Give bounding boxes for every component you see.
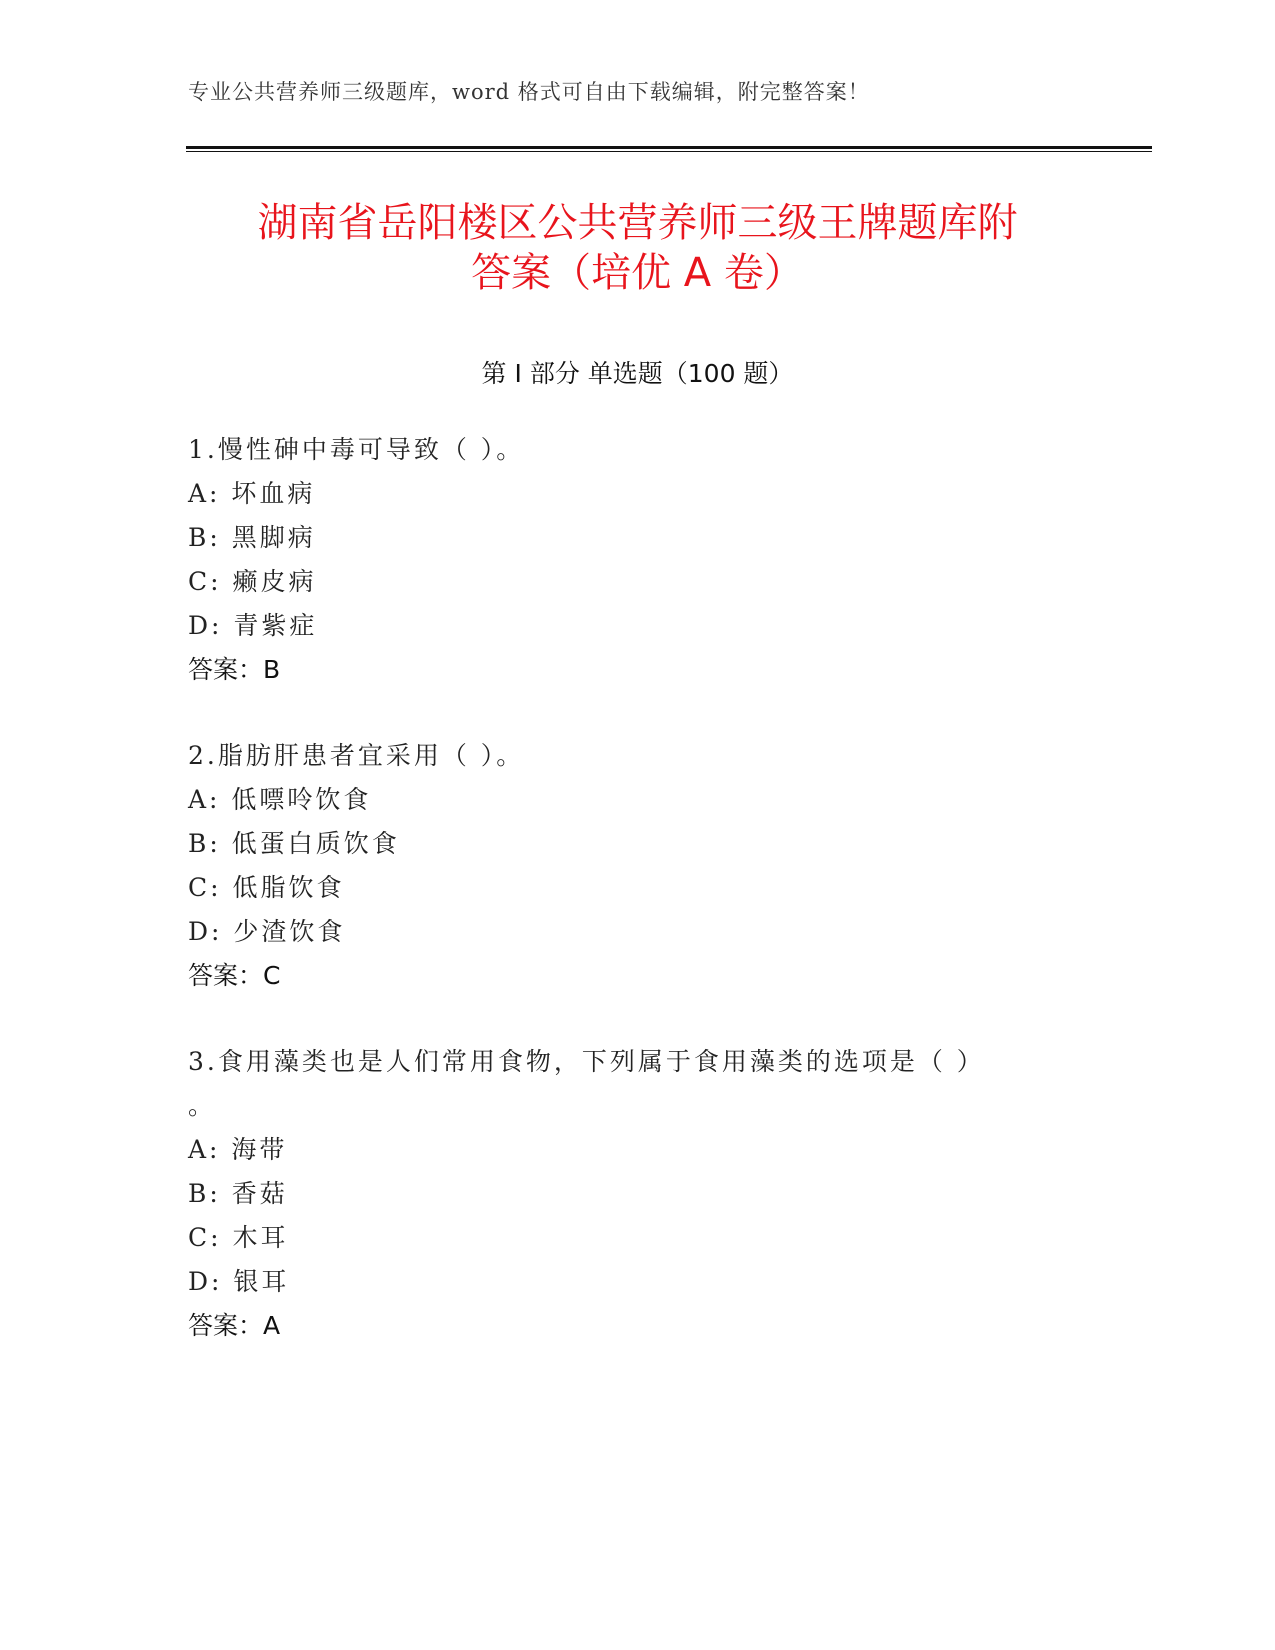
question-3-option-d: D: 银耳: [188, 1267, 290, 1296]
question-1-option-a: A: 坏血病: [188, 479, 316, 508]
question-2-stem: 2.脂肪肝患者宜采用（ ）。: [188, 741, 525, 770]
question-3-stem-continuation: 。: [188, 1091, 217, 1120]
header-divider-thick: [186, 146, 1152, 149]
question-3-option-a: A: 海带: [188, 1135, 288, 1164]
question-3-option-b: B: 香菇: [188, 1179, 288, 1208]
page-header-text: 专业公共营养师三级题库，word 格式可自由下载编辑，附完整答案！: [188, 80, 870, 104]
title-line-2: 答案（培优 A 卷）: [471, 250, 804, 296]
question-2-answer: 答案：C: [188, 961, 281, 990]
document-title: [150, 198, 1125, 298]
question-2-option-d: D: 少渣饮食: [188, 917, 346, 946]
title-line-1: 湖南省岳阳楼区公共营养师三级王牌题库附: [257, 200, 1018, 246]
question-2-option-c: C: 低脂饮食: [188, 873, 345, 902]
question-2-option-a: A: 低嘌呤饮食: [188, 785, 372, 814]
question-3-stem: 3.食用藻类也是人们常用食物，下列属于食用藻类的选项是（ ）: [188, 1047, 985, 1076]
header-divider-thin: [186, 151, 1152, 152]
question-1-answer: 答案：B: [188, 655, 281, 684]
question-1-option-c: C: 癞皮病: [188, 567, 317, 596]
question-3-option-c: C: 木耳: [188, 1223, 289, 1252]
question-3-answer: 答案：A: [188, 1311, 281, 1340]
question-1-option-b: B: 黑脚病: [188, 523, 316, 552]
question-1-stem: 1.慢性砷中毒可导致（ ）。: [188, 435, 525, 464]
section-heading: 第 I 部分 单选题（100 题）: [481, 359, 794, 388]
question-2-option-b: B: 低蛋白质饮食: [188, 829, 400, 858]
question-1-option-d: D: 青紫症: [188, 611, 318, 640]
